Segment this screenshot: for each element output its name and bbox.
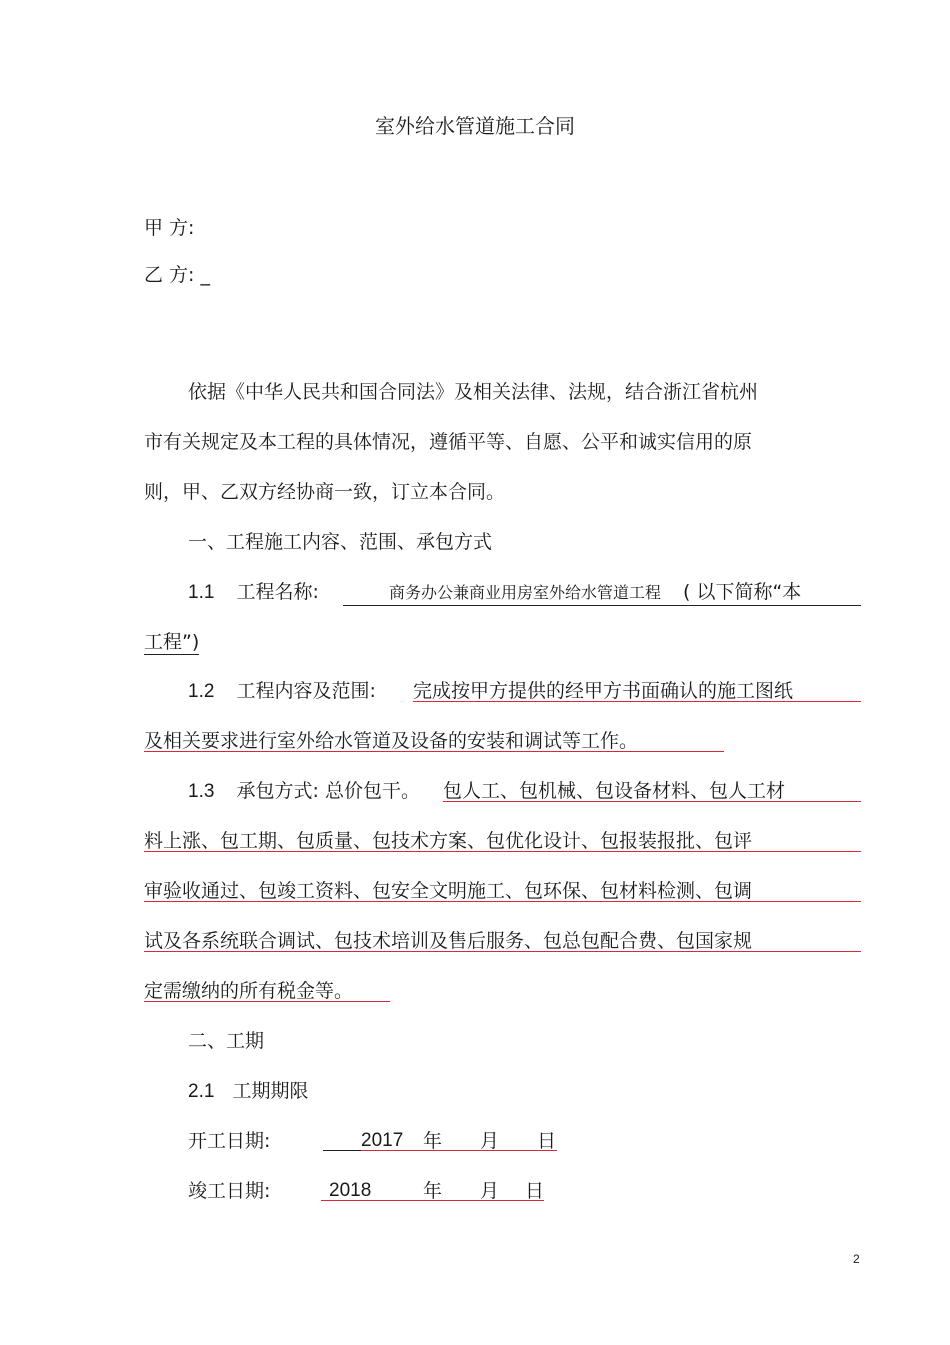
start-date-year: 2017 bbox=[361, 1130, 404, 1151]
end-date-year: 2018 bbox=[329, 1180, 372, 1201]
end-date-day-unit: 日 bbox=[525, 1180, 545, 1202]
item-1-3-text-2: 料上涨、包工期、包质量、包技术方案、包优化设计、包报装报批、包评 bbox=[144, 830, 753, 852]
project-name-suffix: ( 以下简称“本 bbox=[683, 581, 802, 603]
red-underline bbox=[361, 1150, 557, 1151]
item-1-1-label: 工程名称: bbox=[236, 581, 319, 603]
item-1-2-text-1: 完成按甲方提供的经甲方书面确认的施工图纸 bbox=[413, 680, 794, 702]
item-1-2-label: 工程内容及范围: bbox=[236, 680, 376, 702]
item-1-3-line bbox=[188, 779, 420, 804]
party-b-line bbox=[144, 263, 210, 287]
item-2-1-label: 工期期限 bbox=[232, 1080, 309, 1102]
item-2-1-number: 2.1 bbox=[188, 1081, 215, 1102]
start-date-label: 开工日期: bbox=[188, 1130, 271, 1152]
start-date-blank-underline bbox=[323, 1150, 361, 1151]
end-date-year-unit: 年 bbox=[423, 1180, 443, 1202]
item-1-3-number: 1.3 bbox=[188, 781, 215, 802]
item-1-3-text-3: 审验收通过、包竣工资料、包安全文明施工、包环保、包材料检测、包调 bbox=[144, 880, 753, 902]
red-underline bbox=[144, 851, 861, 852]
item-1-1-number: 1.1 bbox=[188, 582, 215, 603]
project-name-value: 商务办公兼商业用房室外给水管道工程 bbox=[389, 583, 662, 602]
party-b-blank: _ bbox=[200, 264, 210, 286]
red-underline bbox=[144, 901, 861, 902]
project-name-field bbox=[343, 580, 861, 606]
party-b-label: 乙 方: bbox=[144, 264, 195, 286]
item-1-3-text-1: 包人工、包机械、包设备材料、包人工材 bbox=[443, 780, 786, 802]
item-1-2-line bbox=[188, 679, 376, 704]
item-1-2-number: 1.2 bbox=[188, 681, 215, 702]
section-1-heading: 一、工程施工内容、范围、承包方式 bbox=[188, 531, 493, 553]
end-date-label: 竣工日期: bbox=[188, 1180, 271, 1202]
item-1-1-line bbox=[188, 580, 319, 605]
end-date-month-unit: 月 bbox=[480, 1180, 500, 1202]
preamble-line-1: 依据《中华人民共和国合同法》及相关法律、法规，结合浙江省杭州 bbox=[188, 381, 759, 403]
start-date-month-unit: 月 bbox=[480, 1130, 500, 1152]
page-number: 2 bbox=[853, 1252, 860, 1266]
item-1-3-label: 承包方式: 总价包干。 bbox=[236, 780, 420, 802]
section-2-heading: 二、工期 bbox=[188, 1030, 265, 1052]
red-underline bbox=[443, 801, 861, 802]
item-1-3-text-5: 定需缴纳的所有税金等。 bbox=[144, 980, 354, 1002]
project-name-continuation: 工程”) bbox=[144, 631, 200, 653]
start-date-year-unit: 年 bbox=[423, 1130, 443, 1152]
red-underline bbox=[321, 1200, 544, 1201]
item-1-2-text-2: 及相关要求进行室外给水管道及设备的安装和调试等工作。 bbox=[144, 730, 639, 752]
red-underline bbox=[144, 951, 861, 952]
item-2-1-line bbox=[188, 1079, 309, 1104]
red-underline bbox=[144, 1001, 390, 1002]
item-1-3-text-4: 试及各系统联合调试、包技术培训及售后服务、包总包配合费、包国家规 bbox=[144, 930, 753, 952]
red-underline bbox=[413, 701, 861, 702]
page-title: 室外给水管道施工合同 bbox=[375, 114, 575, 138]
red-underline bbox=[144, 751, 724, 752]
preamble-line-2: 市有关规定及本工程的具体情况，遵循平等、自愿、公平和诚实信用的原 bbox=[144, 431, 753, 453]
party-a-label: 甲 方: bbox=[144, 217, 195, 239]
preamble-line-3: 则，甲、乙双方经协商一致，订立本合同。 bbox=[144, 481, 506, 503]
start-date-day-unit: 日 bbox=[537, 1130, 557, 1152]
